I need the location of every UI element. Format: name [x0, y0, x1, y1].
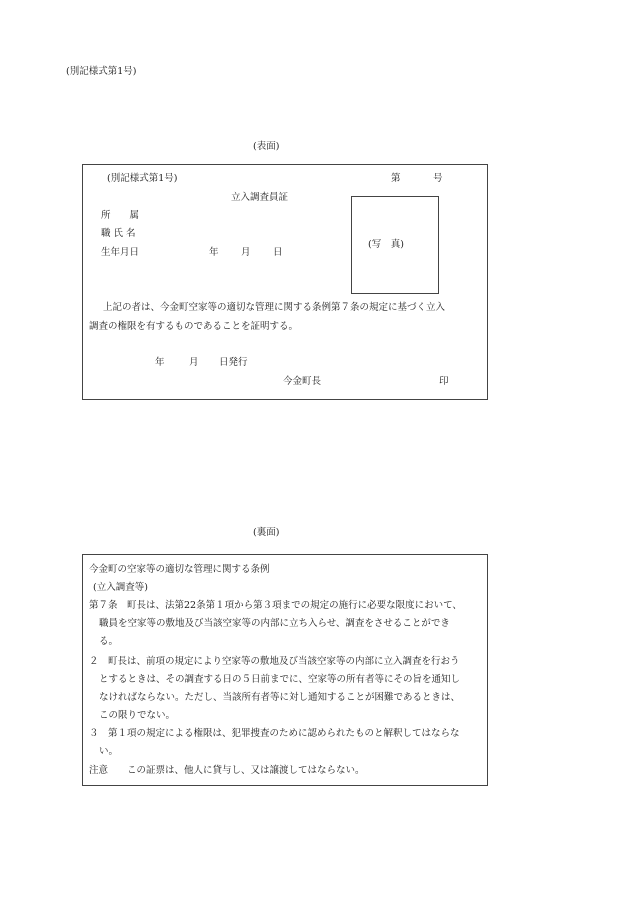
photo-box — [351, 196, 439, 294]
section-heading: (立入調査等) — [93, 582, 148, 593]
back-heading: (裏面) — [253, 527, 280, 538]
field-title-name: 職 氏 名 — [101, 228, 136, 239]
article-text-line: とするときは、その調査する日の５日前までに、空家等の所有者等にその旨を通知し — [99, 674, 461, 685]
photo-label: (写 真) — [368, 239, 404, 250]
number-suffix: 号 — [433, 173, 443, 184]
article-text-line: ２ 町長は、前項の規定により空家等の敷地及び当該空家等の内部に立入調査を行おう — [89, 656, 460, 667]
field-birthdate: 生年月日 — [101, 247, 140, 258]
front-heading: (表面) — [253, 141, 280, 152]
issuer-name: 今金町長 — [283, 376, 322, 387]
front-form-label: (別記様式第1号) — [107, 173, 178, 184]
article-text-line: い。 — [99, 746, 119, 757]
ordinance-title: 今金町の空家等の適切な管理に関する条例 — [89, 564, 270, 575]
number-prefix: 第 — [391, 173, 401, 184]
field-affiliation: 所 属 — [101, 210, 140, 221]
issue-year: 年 — [155, 357, 165, 368]
article-text-line: この限りでない。 — [99, 710, 176, 721]
birth-year: 年 — [209, 247, 219, 258]
back-card — [82, 554, 488, 786]
statement-line-1: 上記の者は、今金町空家等の適切な管理に関する条例第７条の規定に基づく立入 — [103, 302, 446, 313]
front-card — [82, 164, 488, 400]
document-header-label: (別記様式第1号) — [66, 66, 137, 77]
birth-day: 日 — [273, 247, 283, 258]
issue-day: 日発行 — [219, 357, 248, 368]
article-text-line: なければならない。ただし、当該所有者等に対し通知することが困難であるときは、 — [99, 692, 461, 703]
issue-month: 月 — [189, 357, 199, 368]
card-title: 立入調査員証 — [231, 192, 289, 203]
notice-line: 注意 この証票は、他人に貸与し、又は譲渡してはならない。 — [89, 765, 365, 776]
seal-mark: 印 — [439, 376, 449, 387]
article-text-line: ３ 第１項の規定による権限は、犯罪捜査のために認められたものと解釈してはならな — [89, 728, 460, 739]
statement-line-2: 調査の権限を有するものであることを証明する。 — [89, 321, 299, 332]
article-text-line: 第７条 町長は、法第22条第１項から第３項までの規定の施行に必要な限度において、 — [89, 600, 462, 611]
article-text-line: 職員を空家等の敷地及び当該空家等の内部に立ち入らせ、調査をさせることができ — [99, 618, 450, 629]
article-text-line: る。 — [99, 636, 119, 647]
birth-month: 月 — [241, 247, 251, 258]
